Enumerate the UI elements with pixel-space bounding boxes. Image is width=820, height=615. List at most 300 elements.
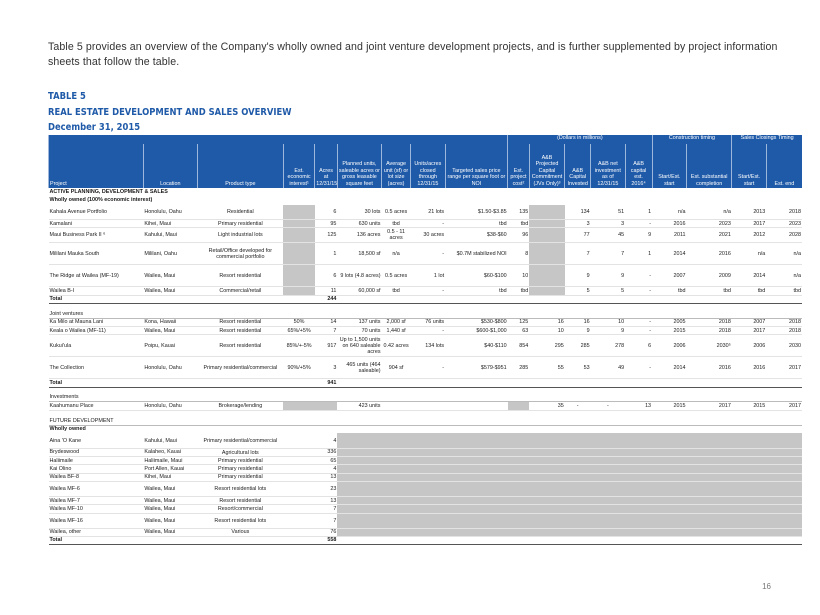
project-name: Wailea MF-6 bbox=[49, 482, 144, 497]
capital-commitment bbox=[529, 228, 565, 243]
table-cell bbox=[283, 433, 314, 448]
table-cell bbox=[337, 295, 381, 303]
project-name: Kaahumanu Place bbox=[49, 402, 144, 410]
product-type: Primary residential/commercial bbox=[197, 433, 283, 448]
column-header: Est. project cost² bbox=[508, 144, 530, 188]
table-cell bbox=[197, 536, 283, 544]
capital-est: 1 bbox=[625, 205, 652, 220]
planned-units: 137 units bbox=[337, 318, 381, 326]
table-cell bbox=[283, 505, 314, 513]
capital-est: - bbox=[625, 287, 652, 295]
capital-est: - bbox=[625, 327, 652, 335]
column-header: Average unit (sf) or lot size (acres) bbox=[382, 144, 411, 188]
construction-completion: 2021 bbox=[687, 228, 732, 243]
acres: 11 bbox=[315, 287, 338, 295]
product-type: Resort/commercial bbox=[197, 505, 283, 513]
sales-end: 2017 bbox=[766, 357, 802, 379]
sales-end: tbd bbox=[766, 287, 802, 295]
column-header: Planned units, saleable acres or gross leasable square feet bbox=[337, 144, 381, 188]
table-row bbox=[49, 318, 803, 326]
net-investment: 9 bbox=[591, 327, 625, 335]
product-type: Resort residential bbox=[197, 497, 283, 505]
sales-end: 2030 bbox=[766, 335, 802, 357]
units-closed: 76 units bbox=[411, 318, 445, 326]
project-cost: 8 bbox=[508, 243, 530, 265]
section-row bbox=[49, 417, 803, 425]
acres: 76 bbox=[315, 528, 338, 536]
price-range: $530-$800 bbox=[445, 318, 508, 326]
product-type: Brokerage/lending bbox=[197, 402, 283, 410]
product-type: Resort residential bbox=[197, 318, 283, 326]
table-row bbox=[49, 327, 803, 335]
location: Poipu, Kauai bbox=[143, 335, 197, 357]
table-cell bbox=[687, 295, 732, 303]
location: Wailea, Maui bbox=[143, 327, 197, 335]
sales-end: n/a bbox=[766, 243, 802, 265]
table-row bbox=[49, 448, 803, 456]
product-type: Resort residential bbox=[197, 327, 283, 335]
interest-cell bbox=[283, 265, 314, 287]
acres: 13 bbox=[315, 497, 338, 505]
table-cell bbox=[197, 379, 283, 387]
sales-start: 2015 bbox=[732, 402, 766, 410]
net-investment: 7 bbox=[591, 243, 625, 265]
net-investment: 45 bbox=[591, 228, 625, 243]
capital-commitment: 55 bbox=[529, 357, 565, 379]
net-investment: 49 bbox=[591, 357, 625, 379]
acres: 1 bbox=[315, 243, 338, 265]
location: Wailea, Maui bbox=[143, 497, 197, 505]
column-header: Targeted sales price range per square foot or NOI bbox=[445, 144, 508, 188]
capital-invested: 53 bbox=[565, 357, 591, 379]
table-cell bbox=[529, 295, 565, 303]
project-name: Wailea MF-7 bbox=[49, 497, 144, 505]
total-acres: 244 bbox=[315, 295, 338, 303]
price-range: $38-$60 bbox=[445, 228, 508, 243]
sales-start: 2017 bbox=[732, 327, 766, 335]
sales-start: tbd bbox=[732, 287, 766, 295]
column-header: Acres at 12/31/15 bbox=[315, 144, 338, 188]
construction-completion: 2023 bbox=[687, 220, 732, 228]
acres: 4 bbox=[315, 433, 338, 448]
sales-start: 2017 bbox=[732, 220, 766, 228]
economic-interest: 85%/+-5% bbox=[283, 335, 314, 357]
column-header: Est. substantial completion bbox=[687, 144, 732, 188]
project-cost: 135 bbox=[508, 205, 530, 220]
planned-units: 18,500 sf bbox=[337, 243, 381, 265]
location: Kihei, Maui bbox=[143, 220, 197, 228]
sales-start: 2006 bbox=[732, 335, 766, 357]
table-cell bbox=[732, 536, 766, 544]
product-type: Primary residential/commercial bbox=[197, 357, 283, 379]
table-cell bbox=[445, 295, 508, 303]
section-label: Wholly owned (100% economic interest) bbox=[49, 197, 153, 204]
table-cell bbox=[625, 379, 652, 387]
product-type: Various bbox=[197, 528, 283, 536]
project-name: Wailea MF-10 bbox=[49, 505, 144, 513]
table-cell bbox=[411, 402, 445, 410]
future-grey-block bbox=[337, 482, 802, 497]
sales-start: n/a bbox=[732, 243, 766, 265]
table-label: TABLE 5 bbox=[48, 91, 86, 102]
capital-est: - bbox=[625, 220, 652, 228]
units-closed: 21 lots bbox=[411, 205, 445, 220]
table-cell bbox=[591, 379, 625, 387]
column-header: Start/Est. start bbox=[732, 144, 766, 188]
project-name: Kahala Avenue Portfolio bbox=[49, 205, 144, 220]
sales-end: 2018 bbox=[766, 205, 802, 220]
construction-start: 2015 bbox=[652, 327, 686, 335]
construction-start: tbd bbox=[652, 287, 686, 295]
capital-est: 9 bbox=[625, 228, 652, 243]
construction-start: 2006 bbox=[652, 335, 686, 357]
capital-commitment: 10 bbox=[529, 327, 565, 335]
construction-completion: 2009 bbox=[687, 265, 732, 287]
total-label: Total bbox=[49, 295, 144, 303]
column-header-row bbox=[49, 144, 803, 188]
capital-invested: 77 bbox=[565, 228, 591, 243]
column-header: Start/Est. start bbox=[652, 144, 686, 188]
table-cell bbox=[283, 473, 314, 481]
construction-start: 2007 bbox=[652, 265, 686, 287]
table-cell bbox=[732, 379, 766, 387]
table-cell bbox=[382, 536, 411, 544]
table-cell bbox=[283, 295, 314, 303]
table-row bbox=[49, 433, 803, 448]
table-row bbox=[49, 465, 803, 473]
product-type: Resort residential lots bbox=[197, 513, 283, 528]
units-closed: 1 lot bbox=[411, 265, 445, 287]
project-cost: tbd bbox=[508, 287, 530, 295]
location: Wailea, Maui bbox=[143, 287, 197, 295]
construction-completion: 2016 bbox=[687, 357, 732, 379]
price-range: tbd bbox=[445, 287, 508, 295]
product-type: Resort residential lots bbox=[197, 482, 283, 497]
product-type: Retail/Office developed for commercial portfolio bbox=[197, 243, 283, 265]
construction-completion: 2018 bbox=[687, 327, 732, 335]
sales-start: 2013 bbox=[732, 205, 766, 220]
future-grey-block bbox=[337, 505, 802, 513]
future-grey-block bbox=[337, 448, 802, 456]
group-header-construction: Construction timing bbox=[652, 135, 732, 144]
group-header-sales: Sales Closings Timing bbox=[732, 135, 802, 144]
location: Kona, Hawaii bbox=[143, 318, 197, 326]
sales-start: 2016 bbox=[732, 357, 766, 379]
net-investment: 10 bbox=[591, 318, 625, 326]
table-cell bbox=[652, 295, 686, 303]
project-cost: 854 bbox=[508, 335, 530, 357]
table-cell bbox=[565, 536, 591, 544]
group-header-dollars: (Dollars in millions) bbox=[508, 135, 652, 144]
capital-commitment: 295 bbox=[529, 335, 565, 357]
table-header bbox=[49, 135, 803, 188]
project-name: Kamalani bbox=[49, 220, 144, 228]
units-closed: 134 lots bbox=[411, 335, 445, 357]
future-grey-block bbox=[337, 457, 802, 465]
product-type: Primary residential bbox=[197, 457, 283, 465]
table-cell bbox=[529, 536, 565, 544]
table-cell bbox=[766, 295, 802, 303]
price-range: $60-$100 bbox=[445, 265, 508, 287]
avg-unit: 0.5 - 11 acres bbox=[382, 228, 411, 243]
product-type: Residential bbox=[197, 205, 283, 220]
capital-commitment bbox=[529, 287, 565, 295]
table-cell bbox=[143, 295, 197, 303]
net-investment: 51 bbox=[591, 205, 625, 220]
page-number: 16 bbox=[762, 582, 771, 591]
capital-invested: - bbox=[565, 402, 591, 410]
table-row bbox=[49, 505, 803, 513]
future-grey-block bbox=[337, 497, 802, 505]
net-investment: - bbox=[591, 402, 625, 410]
table-cell bbox=[283, 513, 314, 528]
product-type: Primary residential bbox=[197, 473, 283, 481]
interest-cell bbox=[283, 228, 314, 243]
acres: 336 bbox=[315, 448, 338, 456]
table-row bbox=[49, 287, 803, 295]
table-cell bbox=[143, 536, 197, 544]
table-cell bbox=[283, 482, 314, 497]
price-range: $1.50-$3.85 bbox=[445, 205, 508, 220]
table-heading bbox=[48, 89, 291, 136]
column-header: A&B net investment as of 12/31/15 bbox=[591, 144, 625, 188]
acres: 65 bbox=[315, 457, 338, 465]
table-cell bbox=[143, 379, 197, 387]
section-label: ACTIVE PLANNING, DEVELOPMENT & SALES bbox=[49, 189, 168, 196]
avg-unit: tbd bbox=[382, 220, 411, 228]
table-cell bbox=[732, 295, 766, 303]
table-cell bbox=[565, 295, 591, 303]
avg-unit: tbd bbox=[382, 287, 411, 295]
total-acres: 941 bbox=[315, 379, 338, 387]
project-name: Haliimaile bbox=[49, 457, 144, 465]
table-cell bbox=[591, 295, 625, 303]
table-cell bbox=[283, 497, 314, 505]
table-cell bbox=[445, 402, 508, 410]
table-cell bbox=[283, 457, 314, 465]
planned-units: 630 units bbox=[337, 220, 381, 228]
location: Honolulu, Oahu bbox=[143, 205, 197, 220]
planned-units: 136 acres bbox=[337, 228, 381, 243]
avg-unit: 0.5 acres bbox=[382, 265, 411, 287]
project-cost: 285 bbox=[508, 357, 530, 379]
units-closed: - bbox=[411, 327, 445, 335]
project-name: The Collection bbox=[49, 357, 144, 379]
avg-unit: 904 sf bbox=[382, 357, 411, 379]
table-cell bbox=[283, 448, 314, 456]
project-cost: 96 bbox=[508, 228, 530, 243]
capital-invested: 5 bbox=[565, 287, 591, 295]
interest-cell bbox=[283, 205, 314, 220]
table-cell bbox=[283, 379, 314, 387]
avg-unit: 0.5 acres bbox=[382, 205, 411, 220]
project-name: Brydeswood bbox=[49, 448, 144, 456]
acres: 95 bbox=[315, 220, 338, 228]
sales-end: n/a bbox=[766, 265, 802, 287]
location: Kahului, Maui bbox=[143, 433, 197, 448]
price-range: $40-$110 bbox=[445, 335, 508, 357]
table-cell bbox=[382, 402, 411, 410]
product-type: Commercial/retail bbox=[197, 287, 283, 295]
construction-completion: 2018 bbox=[687, 318, 732, 326]
section-row bbox=[49, 310, 803, 318]
net-investment: 5 bbox=[591, 287, 625, 295]
section-label: Investments bbox=[49, 394, 803, 402]
table-cell bbox=[411, 536, 445, 544]
table-cell bbox=[382, 379, 411, 387]
project-cost: 63 bbox=[508, 327, 530, 335]
acres: 3 bbox=[315, 357, 338, 379]
table-cell bbox=[508, 295, 530, 303]
net-investment: 278 bbox=[591, 335, 625, 357]
column-header: A&B Capital Invested bbox=[565, 144, 591, 188]
sales-start: 2012 bbox=[732, 228, 766, 243]
acres: 917 bbox=[315, 335, 338, 357]
capital-invested: 285 bbox=[565, 335, 591, 357]
capital-est: - bbox=[625, 318, 652, 326]
table-row bbox=[49, 220, 803, 228]
project-name: Mililani Mauka South bbox=[49, 243, 144, 265]
acres: 6 bbox=[315, 265, 338, 287]
planned-units: 465 units (464 saleable) bbox=[337, 357, 381, 379]
location: Kahului, Maui bbox=[143, 228, 197, 243]
table-row bbox=[49, 265, 803, 287]
location: Wailea, Maui bbox=[143, 513, 197, 528]
table-body bbox=[49, 188, 803, 545]
planned-units: Up to 1,500 units on 640 saleable acres bbox=[337, 335, 381, 357]
capital-commitment: 35 bbox=[529, 402, 565, 410]
table-cell bbox=[591, 536, 625, 544]
table-date: December 31, 2015 bbox=[48, 122, 141, 133]
acres-cell bbox=[315, 402, 338, 410]
table-row bbox=[49, 205, 803, 220]
table-row bbox=[49, 228, 803, 243]
capital-invested: 9 bbox=[565, 265, 591, 287]
construction-completion: tbd bbox=[687, 287, 732, 295]
total-label: Total bbox=[49, 536, 144, 544]
acres: 14 bbox=[315, 318, 338, 326]
development-table-container bbox=[48, 135, 802, 545]
future-grey-block bbox=[337, 528, 802, 536]
sales-end: 2028 bbox=[766, 228, 802, 243]
product-type: Resort residential bbox=[197, 265, 283, 287]
project-name: Kai Olino bbox=[49, 465, 144, 473]
construction-start: 2014 bbox=[652, 357, 686, 379]
capital-invested: 134 bbox=[565, 205, 591, 220]
location: Port Allen, Kauai bbox=[143, 465, 197, 473]
location: Honolulu, Oahu bbox=[143, 357, 197, 379]
construction-completion: n/a bbox=[687, 205, 732, 220]
table-cell bbox=[382, 295, 411, 303]
capital-commitment bbox=[529, 243, 565, 265]
project-cost bbox=[508, 402, 530, 410]
planned-units: 423 units bbox=[337, 402, 381, 410]
table-cell bbox=[652, 536, 686, 544]
economic-interest: 65%/+5% bbox=[283, 327, 314, 335]
section-row bbox=[49, 425, 803, 433]
planned-units: 60,000 sf bbox=[337, 287, 381, 295]
location: Wailea, Maui bbox=[143, 528, 197, 536]
price-range: tbd bbox=[445, 220, 508, 228]
future-grey-block bbox=[337, 465, 802, 473]
intro-paragraph: Table 5 provides an overview of the Company's wholly owned and joint venture development projects, and is further supplemented by project information sheets that follow the table. bbox=[48, 41, 778, 68]
table-cell bbox=[766, 536, 802, 544]
construction-start: 2011 bbox=[652, 228, 686, 243]
units-closed: - bbox=[411, 220, 445, 228]
future-grey-block bbox=[337, 513, 802, 528]
capital-est: 1 bbox=[625, 243, 652, 265]
project-name: Wailea, other bbox=[49, 528, 144, 536]
interest-cell bbox=[283, 287, 314, 295]
table-cell bbox=[625, 295, 652, 303]
capital-commitment: 16 bbox=[529, 318, 565, 326]
sales-end: 2018 bbox=[766, 327, 802, 335]
interest-cell bbox=[283, 243, 314, 265]
avg-unit: 2,000 sf bbox=[382, 318, 411, 326]
table-cell bbox=[529, 379, 565, 387]
column-header: A&B capital est. 2016⁴ bbox=[625, 144, 652, 188]
project-name: Wailea B-I bbox=[49, 287, 144, 295]
section-row bbox=[49, 394, 803, 402]
section-label: FUTURE DEVELOPMENT bbox=[49, 417, 803, 425]
units-closed: - bbox=[411, 287, 445, 295]
total-acres: 558 bbox=[315, 536, 338, 544]
construction-start: n/a bbox=[652, 205, 686, 220]
total-label: Total bbox=[49, 379, 144, 387]
section-label: Wholly owned bbox=[49, 426, 86, 433]
location: Honolulu, Oahu bbox=[143, 402, 197, 410]
table-cell bbox=[411, 379, 445, 387]
sales-start: 2014 bbox=[732, 265, 766, 287]
table-row bbox=[49, 528, 803, 536]
table-cell bbox=[625, 536, 652, 544]
project-name: The Ridge at Wailea (MF-19) bbox=[49, 265, 144, 287]
product-type: Primary residential bbox=[197, 465, 283, 473]
acres: 23 bbox=[315, 482, 338, 497]
table-cell bbox=[337, 536, 381, 544]
table-row bbox=[49, 402, 803, 410]
table-cell bbox=[445, 536, 508, 544]
acres: 6 bbox=[315, 205, 338, 220]
units-closed: - bbox=[411, 357, 445, 379]
table-title: REAL ESTATE DEVELOPMENT AND SALES OVERVIEW bbox=[48, 106, 292, 118]
capital-commitment bbox=[529, 205, 565, 220]
product-type: Light industrial lots bbox=[197, 228, 283, 243]
table-row bbox=[49, 335, 803, 357]
net-investment: 3 bbox=[591, 220, 625, 228]
table-cell bbox=[283, 528, 314, 536]
location: Haliimaile, Maui bbox=[143, 457, 197, 465]
product-type: Primary residential bbox=[197, 220, 283, 228]
table-cell bbox=[508, 379, 530, 387]
acres: 7 bbox=[315, 513, 338, 528]
capital-invested: 9 bbox=[565, 327, 591, 335]
project-cost: 125 bbox=[508, 318, 530, 326]
total-row bbox=[49, 295, 803, 303]
acres: 13 bbox=[315, 473, 338, 481]
sales-end: 2018 bbox=[766, 318, 802, 326]
column-header: Units/acres closed through 12/31/15 bbox=[411, 144, 445, 188]
planned-units: 9 lots (4.8 acres) bbox=[337, 265, 381, 287]
table-row bbox=[49, 482, 803, 497]
capital-invested: 7 bbox=[565, 243, 591, 265]
location: Kihei, Maui bbox=[143, 473, 197, 481]
table-row bbox=[49, 473, 803, 481]
column-header: Product type bbox=[197, 144, 283, 188]
project-cost: tbd bbox=[508, 220, 530, 228]
capital-est: 6 bbox=[625, 335, 652, 357]
economic-interest: 90%/+5% bbox=[283, 357, 314, 379]
